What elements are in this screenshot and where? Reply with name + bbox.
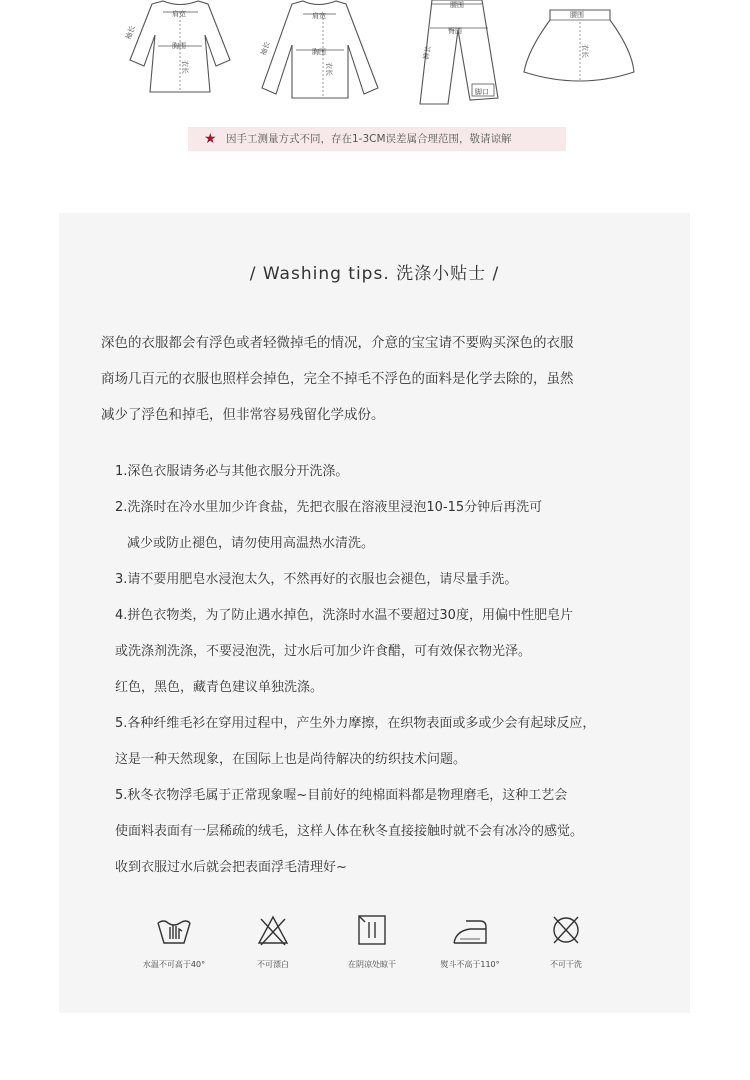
- measurement-notice: [188, 127, 566, 151]
- intro-line: 深色的衣服都会有浮色或者轻微掉毛的情况，介意的宝宝请不要购买深色的衣服: [101, 335, 574, 351]
- skirt-diagram-icon: [524, 10, 634, 81]
- dry-in-shade-icon: [352, 913, 392, 947]
- garment-label: 腰围: [450, 1, 464, 9]
- garment-label: 袖长: [124, 24, 137, 41]
- care-item-no-dry-clean: [511, 913, 621, 970]
- care-label: 水温不可高于40°: [142, 960, 206, 969]
- hand-wash-icon: [154, 913, 194, 947]
- tip-line: 收到衣服过水后就会把表面浮毛清理好~: [115, 860, 347, 875]
- tip-line: 使面料表面有一层稀疏的绒毛，这样人体在秋冬直接接触时就不会有冰冷的感觉。: [115, 824, 584, 839]
- care-label: 熨斗不高于110°: [440, 960, 500, 969]
- tip-line: 5.秋冬衣物浮毛属于正常现象喔~目前好的纯棉面料都是物理磨毛，这种工艺会: [115, 788, 568, 803]
- garment-measurement-diagrams: [0, 0, 750, 110]
- garment-label: 袖长: [259, 40, 272, 57]
- care-item-hand-wash: [119, 913, 229, 970]
- care-item-iron: [415, 913, 525, 970]
- washing-tips-list: [115, 454, 685, 886]
- tip-line: 或洗涤剂洗涤，不要浸泡洗，过水后可加少许食醋，可有效保衣物光泽。: [115, 644, 532, 659]
- garment-label: 腰围: [570, 11, 584, 19]
- garment-label: 肩宽: [172, 10, 186, 18]
- washing-tips-title: / Washing tips. 洗涤小贴士 /: [249, 264, 500, 284]
- garment-label: 胸围: [312, 48, 326, 56]
- tip-line: 2.洗涤时在冷水里加少许食盐，先把衣服在溶液里浸泡10-15分钟后再洗可: [115, 500, 543, 515]
- no-tumble-dry-icon: [546, 913, 586, 947]
- garment-label: 脚口: [475, 88, 489, 96]
- washing-tips-panel: [59, 213, 690, 1013]
- intro-line: 减少了浮色和掉毛，但非常容易残留化学成份。: [101, 407, 385, 423]
- tip-line: 3.请不要用肥皂水浸泡太久，不然再好的衣服也会褪色，请尽量手洗。: [115, 572, 518, 587]
- care-label: 在阴凉处晾干: [348, 960, 396, 969]
- garment-label: 肩宽: [312, 12, 326, 20]
- tip-line: 4.拼色衣物类，为了防止遇水掉色，洗涤时水温不要超过30度，用偏中性肥皂片: [115, 608, 573, 623]
- tip-line: 这是一种天然现象，在国际上也是尚待解决的纺织技术问题。: [115, 752, 467, 767]
- tip-line: 1.深色衣服请务必与其他衣服分开洗涤。: [115, 464, 349, 479]
- garment-label: 臀围: [448, 27, 462, 35]
- care-label: 不可干洗: [550, 960, 582, 969]
- star-icon: ★: [204, 131, 217, 147]
- garment-label: 胸围: [172, 42, 186, 50]
- intro-paragraph: [101, 325, 681, 433]
- no-bleach-icon: [253, 913, 293, 947]
- garment-label: 衣长: [581, 44, 589, 58]
- tip-line: 红色，黑色，藏青色建议单独洗涤。: [115, 680, 324, 695]
- care-label: 不可漂白: [257, 960, 289, 969]
- tip-line: 减少或防止褪色，请勿使用高温热水清洗。: [127, 536, 375, 551]
- care-symbols: [59, 913, 690, 983]
- care-item-no-bleach: [218, 913, 328, 970]
- tip-line: 5.各种纤维毛衫在穿用过程中，产生外力摩擦，在织物表面或多或少会有起球反应，: [115, 716, 596, 731]
- notice-text: 因手工测量方式不同，存在1-3CM误差属合理范围，敬请谅解: [226, 133, 512, 145]
- garment-label: 裤长: [422, 45, 433, 61]
- care-item-dry-in-shade: [317, 913, 427, 970]
- iron-icon: [450, 913, 490, 947]
- garment-label: 衣长: [325, 62, 333, 76]
- garment-label: 衣长: [181, 60, 189, 74]
- intro-line: 商场几百元的衣服也照样会掉色，完全不掉毛不浮色的面料是化学去除的，虽然: [101, 371, 574, 387]
